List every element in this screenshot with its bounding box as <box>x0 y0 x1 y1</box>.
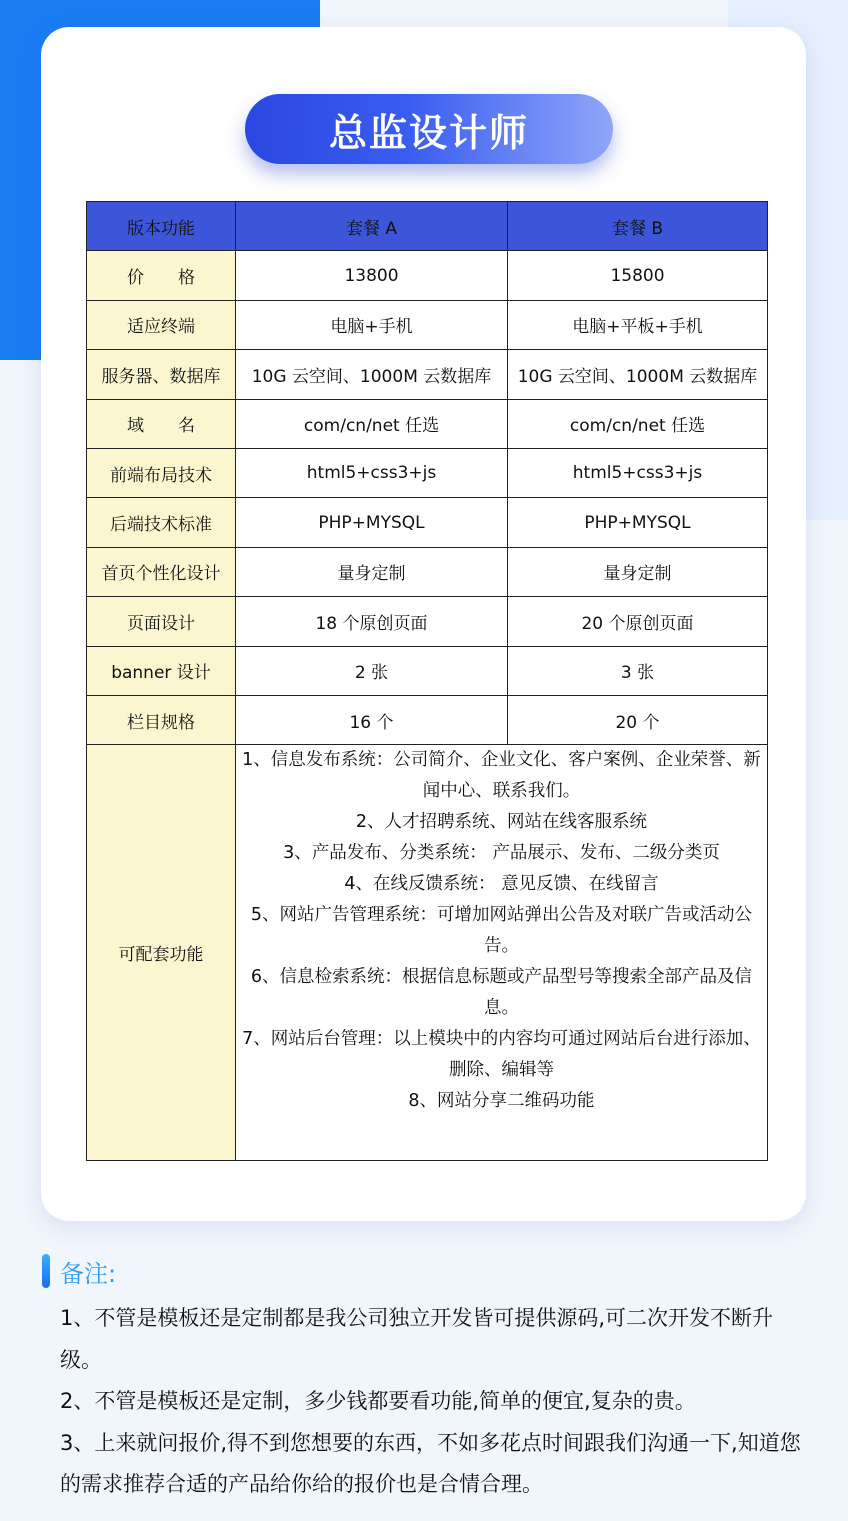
row-label: 前端布局技术 <box>87 448 236 497</box>
table-row <box>87 597 768 646</box>
package-comparison-table <box>86 201 768 1161</box>
table-row <box>87 350 768 399</box>
table-row <box>87 695 768 744</box>
list-item: 1、信息发布系统：公司简介、企业文化、客户案例、企业荣誉、新闻中心、联系我们。 <box>242 750 761 802</box>
list-item: 3、产品发布、分类系统： 产品展示、发布、二级分类页 <box>283 843 720 864</box>
list-item: 7、网站后台管理：以上模块中的内容均可通过网站后台进行添加、删除、编辑等 <box>242 1029 761 1081</box>
notes-header <box>42 1254 116 1288</box>
features-label: 可配套功能 <box>87 745 236 1161</box>
table-row <box>87 547 768 596</box>
cell-package-b: com/cn/net 任选 <box>508 399 768 448</box>
header-feature: 版本功能 <box>87 202 236 251</box>
table-header-row <box>87 202 768 251</box>
cell-package-a: 量身定制 <box>236 547 508 596</box>
list-item: 4、在线反馈系统： 意见反馈、在线留言 <box>344 874 659 895</box>
list-item: 5、网站广告管理系统：可增加网站弹出公告及对联广告或活动公告。 <box>250 905 753 957</box>
cell-package-b: 20 个原创页面 <box>508 597 768 646</box>
notes-body <box>60 1298 808 1506</box>
cell-package-a: 电脑+手机 <box>236 300 508 349</box>
cell-package-a: 18 个原创页面 <box>236 597 508 646</box>
cell-package-b: 15800 <box>508 251 768 300</box>
row-label: 后端技术标准 <box>87 498 236 547</box>
cell-package-a: com/cn/net 任选 <box>236 399 508 448</box>
cell-package-a: 13800 <box>236 251 508 300</box>
cell-package-a: PHP+MYSQL <box>236 498 508 547</box>
list-item: 8、网站分享二维码功能 <box>408 1091 595 1112</box>
cell-package-a: 10G 云空间、1000M 云数据库 <box>236 350 508 399</box>
table-row <box>87 448 768 497</box>
header-package-a: 套餐 A <box>236 202 508 251</box>
page-title: 总监设计师 <box>245 94 613 164</box>
features-list <box>236 745 768 1161</box>
row-label: 页面设计 <box>87 597 236 646</box>
cell-package-a: 16 个 <box>236 695 508 744</box>
table-row <box>87 251 768 300</box>
notes-title: 备注: <box>60 1259 117 1288</box>
cell-package-b: html5+css3+js <box>508 448 768 497</box>
list-item: 2、人才招聘系统、网站在线客服系统 <box>355 812 648 833</box>
table-row <box>87 300 768 349</box>
note-item: 1、不管是模板还是定制都是我公司独立开发皆可提供源码,可二次开发不断升级。 <box>60 1306 774 1372</box>
cell-package-a: html5+css3+js <box>236 448 508 497</box>
note-item: 3、上来就问报价,得不到您想要的东西，不如多花点时间跟我们沟通一下,知道您的需求推荐合适的产品给你给的报价也是合情合理。 <box>60 1430 801 1496</box>
cell-package-b: 20 个 <box>508 695 768 744</box>
notes-accent-bar <box>42 1254 50 1288</box>
features-row <box>87 745 768 1161</box>
header-package-b: 套餐 B <box>508 202 768 251</box>
table-row <box>87 498 768 547</box>
row-label: 首页个性化设计 <box>87 547 236 596</box>
table-row <box>87 399 768 448</box>
cell-package-b: 量身定制 <box>508 547 768 596</box>
cell-package-b: 3 张 <box>508 646 768 695</box>
row-label: banner 设计 <box>87 646 236 695</box>
list-item: 6、信息检索系统：根据信息标题或产品型号等搜索全部产品及信息。 <box>250 967 753 1019</box>
table-row <box>87 646 768 695</box>
cell-package-a: 2 张 <box>236 646 508 695</box>
cell-package-b: PHP+MYSQL <box>508 498 768 547</box>
cell-package-b: 10G 云空间、1000M 云数据库 <box>508 350 768 399</box>
row-label: 适应终端 <box>87 300 236 349</box>
row-label: 服务器、数据库 <box>87 350 236 399</box>
row-label: 栏目规格 <box>87 695 236 744</box>
note-item: 2、不管是模板还是定制，多少钱都要看功能,简单的便宜,复杂的贵。 <box>60 1389 696 1413</box>
row-label: 价 格 <box>87 251 236 300</box>
cell-package-b: 电脑+平板+手机 <box>508 300 768 349</box>
row-label: 域 名 <box>87 399 236 448</box>
